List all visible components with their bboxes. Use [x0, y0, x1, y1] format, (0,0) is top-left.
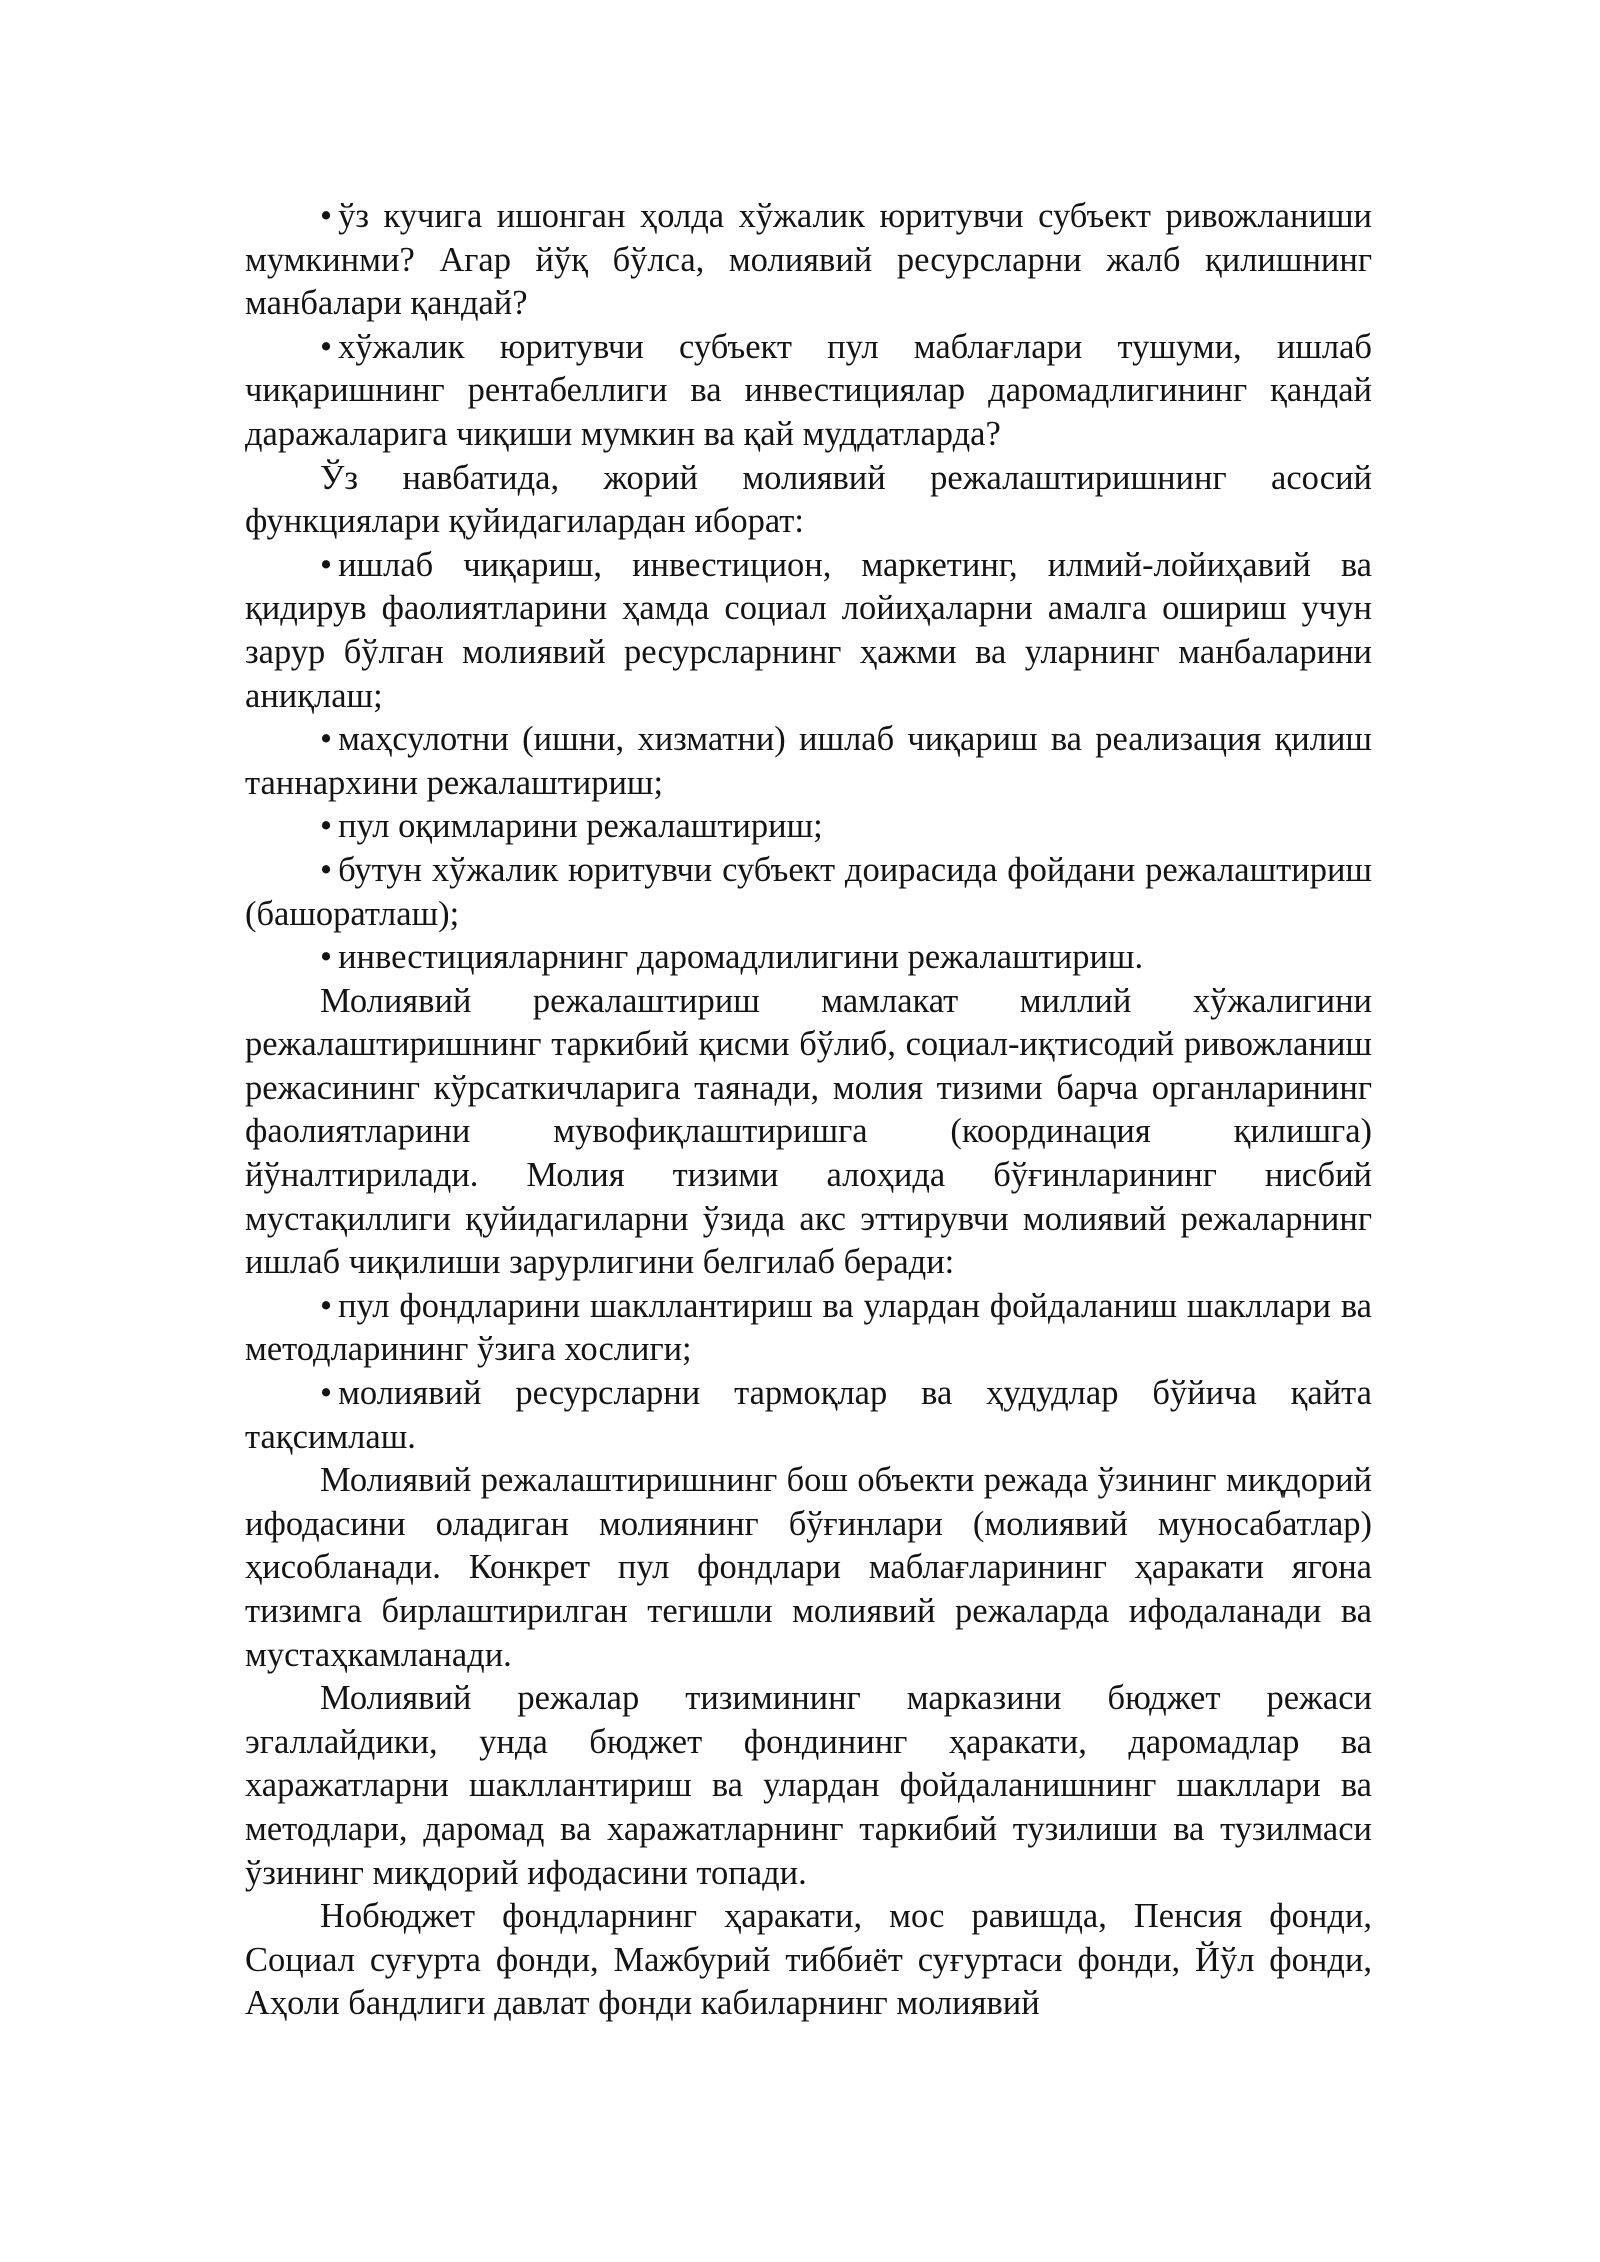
body-paragraph: Молиявий режалаштиришнинг бош объекти режада ўзининг миқдорий ифодасини оладиган молиянинг бўғинлари (молиявий муносабатлар) ҳисобланади. Конкрет пул фондлари маблағларининг ҳаракати ягона тизимга бирлаштирилган тегишли молиявий режаларда ифодаланади ва мустаҳкамланади. — [245, 1461, 1372, 1674]
paragraph-text: маҳсулотни (ишни, хизматни) ишлаб чиқариш ва реализация қилиш таннархини режалаштириш; — [245, 720, 1372, 802]
paragraph-text: бутун хўжалик юритувчи субъект доирасида фойдани режалаштириш (башоратлаш); — [245, 850, 1372, 933]
bullet-marker: • — [320, 1374, 333, 1413]
paragraph-text: ишлаб чиқариш, инвестицион, маркетинг, илмий-лойиҳавий ва қидирув фаолиятларини ҳамда социал лойиҳаларни амалга ошириш учун зарур бўлган молиявий ресурсларнинг ҳажми ва уларнинг манбаларини аниқлаш; — [245, 545, 1372, 715]
bullet-paragraph — [245, 1372, 1372, 1459]
bullet-marker: • — [320, 545, 333, 584]
bullet-paragraph — [245, 849, 1372, 936]
bullet-paragraph — [245, 195, 1372, 326]
bullet-marker: • — [320, 327, 333, 366]
bullet-marker: • — [320, 197, 333, 235]
bullet-marker: • — [320, 807, 333, 846]
bullet-paragraph — [245, 544, 1372, 718]
bullet-paragraph — [245, 1285, 1372, 1372]
body-paragraph: Ўз навбатида, жорий молиявий режалаштиришнинг асосий функциялари қуйидагилардан иборат: — [245, 458, 1372, 541]
paragraph-text: молиявий ресурсларни тармоқлар ва ҳудудлар бўйича қайта тақсимлаш. — [245, 1374, 1372, 1456]
paragraph-text: пул фондларини шакллантириш ва улардан фойдаланиш шакллари ва методларининг ўзига хослиги; — [245, 1286, 1372, 1369]
bullet-marker: • — [320, 938, 333, 977]
bullet-paragraph — [245, 718, 1372, 805]
document-body — [245, 195, 1372, 2026]
bullet-paragraph — [245, 326, 1372, 457]
bullet-marker: • — [320, 850, 333, 889]
paragraph-text: хўжалик юритувчи субъект пул маблағлари тушуми, ишлаб чиқаришнинг рентабеллиги ва инвестициялар даромадлигининг қандай даражаларига чиқиши мумкин ва қай муддатларда? — [245, 327, 1372, 453]
paragraph-text: пул оқимларини режалаштириш; — [338, 807, 823, 846]
paragraph-text: ўз кучига ишонган ҳолда хўжалик юритувчи субъект ривожланиши мумкинми? Агар йўқ бўлса, молиявий ресурсларни жалб қилишнинг манбалари қандай? — [245, 197, 1372, 323]
body-paragraph: Молиявий режалар тизимининг марказини бюджет режаси эгаллайдики, унда бюджет фондининг ҳаракати, даромадлар ва харажатларни шакллантириш ва улардан фойдаланишнинг шакллари ва методлари, даромад ва харажатларнинг таркибий тузилиши ва тузилмаси ўзининг миқдорий ифодасини топади. — [245, 1679, 1372, 1892]
paragraph-text: инвестицияларнинг даромадлилигини режалаштириш. — [338, 938, 1144, 977]
body-paragraph: Нобюджет фондларнинг ҳаракати, мос равишда, Пенсия фонди, Социал суғурта фонди, Мажбурий тиббиёт суғуртаси фонди, Йўл фонди, Аҳоли бандлиги давлат фонди кабиларнинг молиявий — [245, 1897, 1372, 2023]
body-paragraph: Молиявий режалаштириш мамлакат миллий хўжалигини режалаштиришнинг таркибий қисми бўлиб, социал-иқтисодий ривожланиш режасининг кўрсаткичларига таянади, молия тизими барча органларининг фаолиятларини мувофиқлаштиришга (координация қилишга) йўналтирилади. Молия тизими алоҳида бўғинларининг нисбий мустақиллиги қуйидагиларни ўзида акс эттирувчи молиявий режаларнинг ишлаб чиқилиши зарурлигини белгилаб беради: — [245, 981, 1372, 1282]
bullet-marker: • — [320, 720, 333, 759]
bullet-paragraph — [245, 805, 1372, 849]
bullet-marker: • — [320, 1286, 333, 1325]
bullet-paragraph — [245, 936, 1372, 980]
